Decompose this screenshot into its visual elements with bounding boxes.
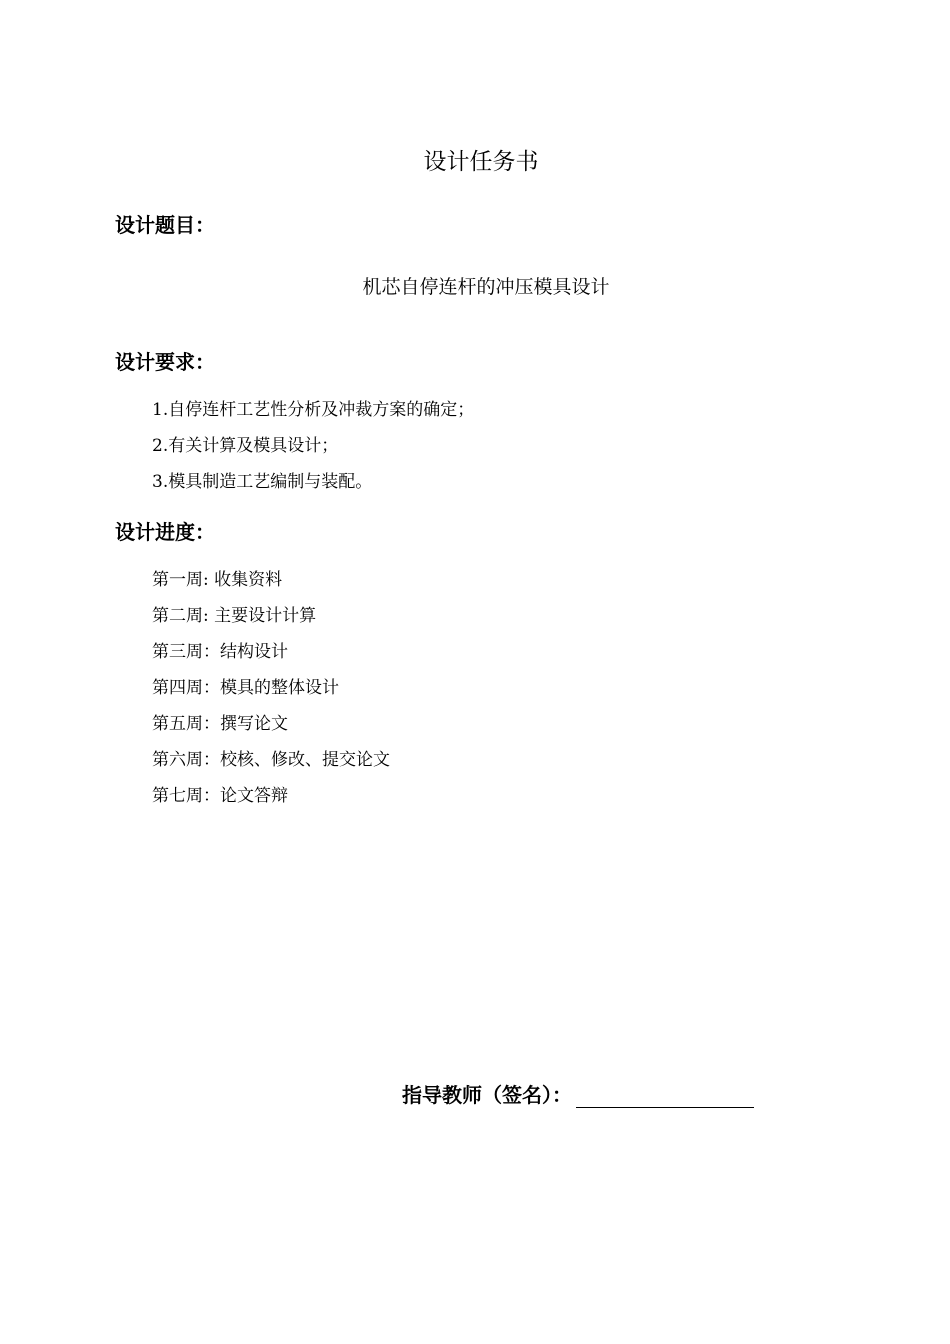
topic-heading: 设计题目：	[115, 213, 215, 237]
schedule-item: 第七周：论文答辩	[152, 786, 288, 806]
signature-block	[402, 1082, 754, 1108]
schedule-heading: 设计进度：	[115, 520, 215, 544]
signature-label: 指导教师（签名）：	[402, 1083, 572, 1107]
signature-line[interactable]	[576, 1085, 754, 1108]
schedule-item: 第一周: 收集资料	[152, 570, 283, 590]
schedule-item: 第四周：模具的整体设计	[152, 678, 339, 698]
requirements-heading: 设计要求：	[115, 350, 215, 374]
requirement-item: 1.自停连杆工艺性分析及冲裁方案的确定；	[152, 400, 475, 420]
schedule-item: 第六周：校核、修改、提交论文	[152, 750, 390, 770]
topic-text: 机芯自停连杆的冲压模具设计	[362, 276, 610, 298]
requirement-item: 2.有关计算及模具设计；	[152, 436, 339, 456]
schedule-item: 第五周：撰写论文	[152, 714, 288, 734]
schedule-item: 第三周：结构设计	[152, 642, 288, 662]
schedule-item: 第二周: 主要设计计算	[152, 606, 317, 626]
document-title: 设计任务书	[423, 149, 539, 175]
requirement-item: 3.模具制造工艺编制与装配。	[152, 472, 373, 492]
